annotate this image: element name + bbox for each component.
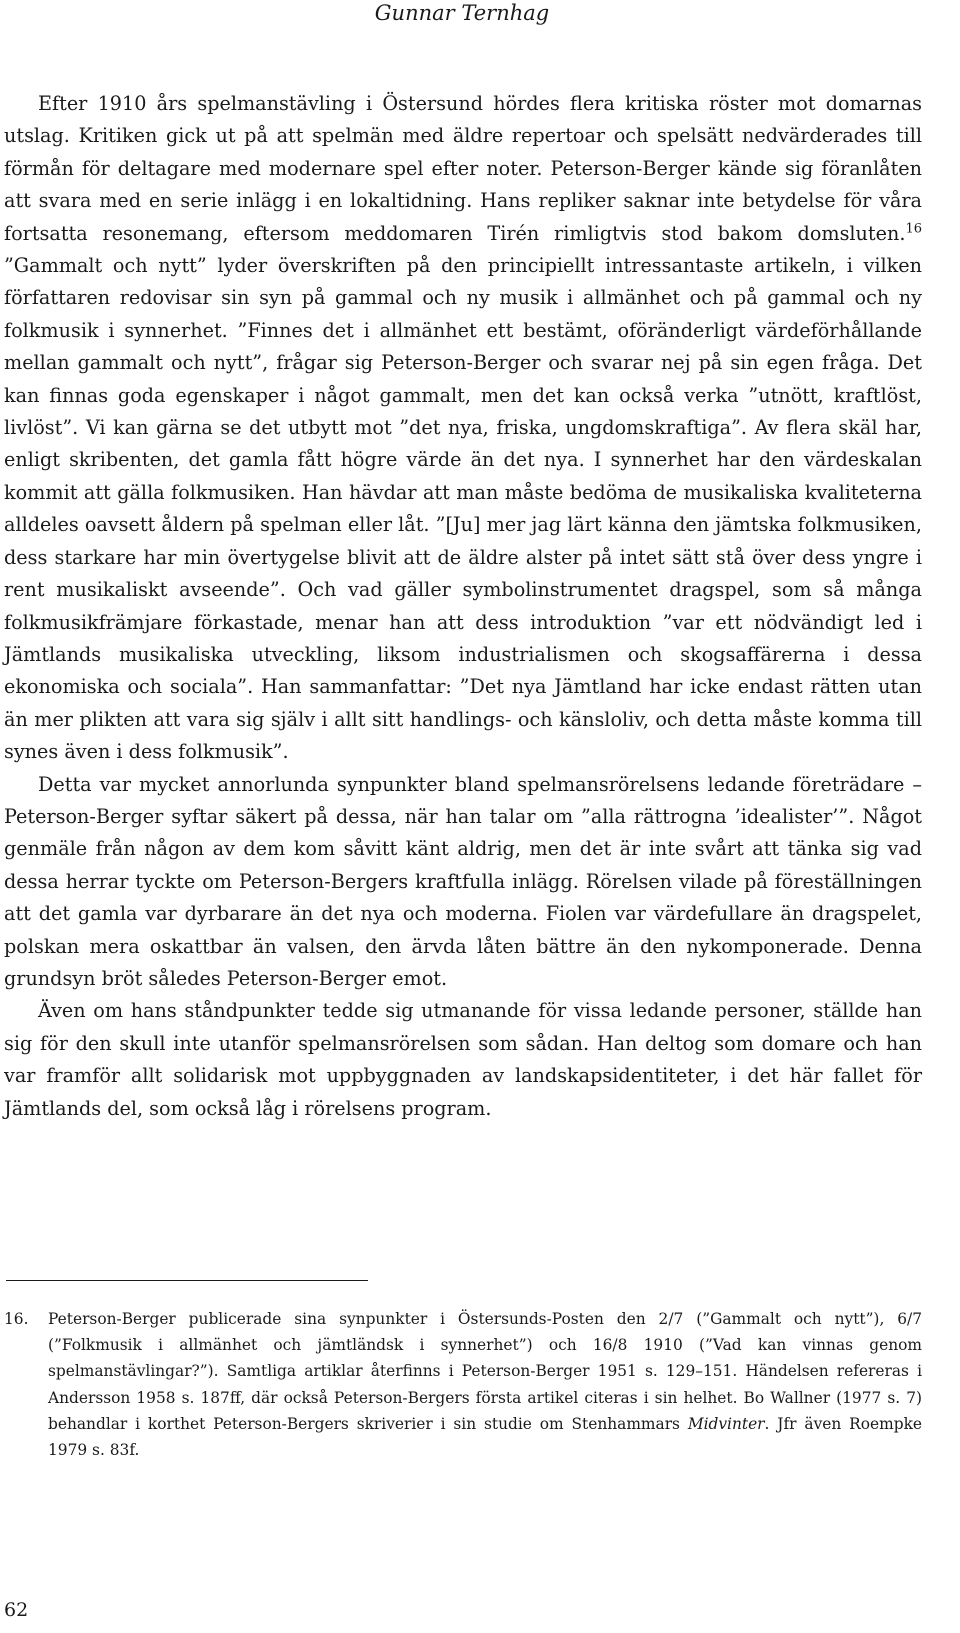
page-number: 62	[4, 1599, 29, 1621]
paragraph-1-text-a: Efter 1910 års spelmanstävling i Östersund hördes flera kritiska röster mot domarnas utslag. Kritiken gick ut på att spelmän med äldre repertoar och spelsätt nedvärderades till förmån för deltagare med modernare spel efter noter. Peterson-Berger kände sig föranlåten att svara med en serie inlägg i en lokaltidning. Hans repliker saknar inte betydelse för våra fortsatta resonemang, eftersom meddomaren Tirén rimligtvis stod bakom domsluten.	[4, 92, 922, 245]
footnote-reference-16[interactable]: 16	[905, 221, 922, 237]
paragraph-1	[4, 88, 922, 769]
footnote-text	[48, 1306, 922, 1463]
footnote-separator	[6, 1280, 368, 1281]
footnote-text-a: Peterson-Berger publicerade sina synpunkter i Östersunds-Posten den 2/7 (”Gammalt och nytt”), 6/7 (”Folkmusik i allmänhet och jämtländsk i synnerhet”) och 16/8 1910 (”Vad kan vinnas genom spelmanstävlingar?”). Samtliga artiklar återfinns i Peterson-Berger 1951 s. 129–151. Händelsen refereras i Andersson 1958 s. 187ff, där också Peterson-Bergers första artikel citeras i sin helhet. Bo Wallner (1977 s. 7) behandlar i korthet Peterson-Bergers skriverier i sin studie om Stenhammars	[48, 1310, 922, 1433]
paragraph-3: Även om hans ståndpunkter tedde sig utmanande för vissa ledande personer, ställde han sig för den skull inte utanför spelmansrörelsen som sådan. Han deltog som domare och han var framför allt solidarisk mot uppbyggnaden av landskapsidentiteter, i det här fallet för Jämtlands del, som också låg i rörelsens program.	[4, 999, 922, 1120]
paragraph-1-text-b: ”Gammalt och nytt” lyder överskriften på den principiellt intressantaste artikeln, i vilken författaren redovisar sin syn på gammal och ny musik i allmänhet och på gammal och ny folkmusik i synnerhet. ”Finnes det i allmänhet ett bestämt, oföränderligt värdeförhållande mellan gammalt och nytt”, frågar sig Peterson-Berger och svarar nej på sin egen fråga. Det kan finnas goda egenskaper i något gammalt, men det kan också verka ”utnött, kraftlöst, livlöst”. Vi kan gärna se det utbytt mot ”det nya, friska, ungdomskraftiga”. Av flera skäl har, enligt skribenten, det gamla fått högre värde än det nya. I synnerhet har den värdeskalan kommit att gälla folkmusiken. Han hävdar att man måste bedöma de musikaliska kvaliteterna alldeles oavsett åldern på spelman eller låt. ”[Ju] mer jag lärt känna den jämtska folkmusiken, dess starkare har min övertygelse blivit att de äldre alster på intet sätt stå över dess yngre i rent musikaliskt avseende”. Och vad gäller symbolinstrumentet dragspel, som så många folkmusikfrämjare förkastade, menar han att dess introduktion ”var ett nödvändigt led i Jämtlands musikaliska utveckling, liksom industrialismen och skogsaffärerna i dessa ekonomiska och sociala”. Han sammanfattar: ”Det nya Jämtland har icke endast rätten utan än mer plikten att vara sig själv i allt sitt handlings- och känsloliv, och detta måste komma till synes även i dess folkmusik”.	[4, 254, 922, 764]
footnote-text-b: . Jfr även Roempke 1979 s. 83f.	[48, 1414, 923, 1460]
footnote-number: 16.	[4, 1310, 29, 1328]
paragraph-2: Detta var mycket annorlunda synpunkter bland spelmansrörelsens ledande företrädare – Peterson-Berger syftar säkert på dessa, när han talar om ”alla rättrogna ’idealister’”. Något genmäle från någon av dem kom såvitt känt aldrig, men det är inte svårt att tänka sig vad dessa herrar tyckte om Peterson-Bergers kraftfulla inlägg. Rörelsen vilade på föreställningen att det gamla var dyrbarare än det nya och moderna. Fiolen var värdefullare än dragspelet, polskan mera oskattbar än valsen, den ärvda låten bättre än den nykomponerade. Denna grundsyn bröt således Peterson-Berger emot.	[4, 772, 922, 990]
footnote-italic-title: Midvinter	[687, 1414, 765, 1433]
footnote-16	[4, 1306, 922, 1463]
body-text	[4, 88, 922, 1125]
running-head: Gunnar Ternhag	[374, 1, 550, 25]
